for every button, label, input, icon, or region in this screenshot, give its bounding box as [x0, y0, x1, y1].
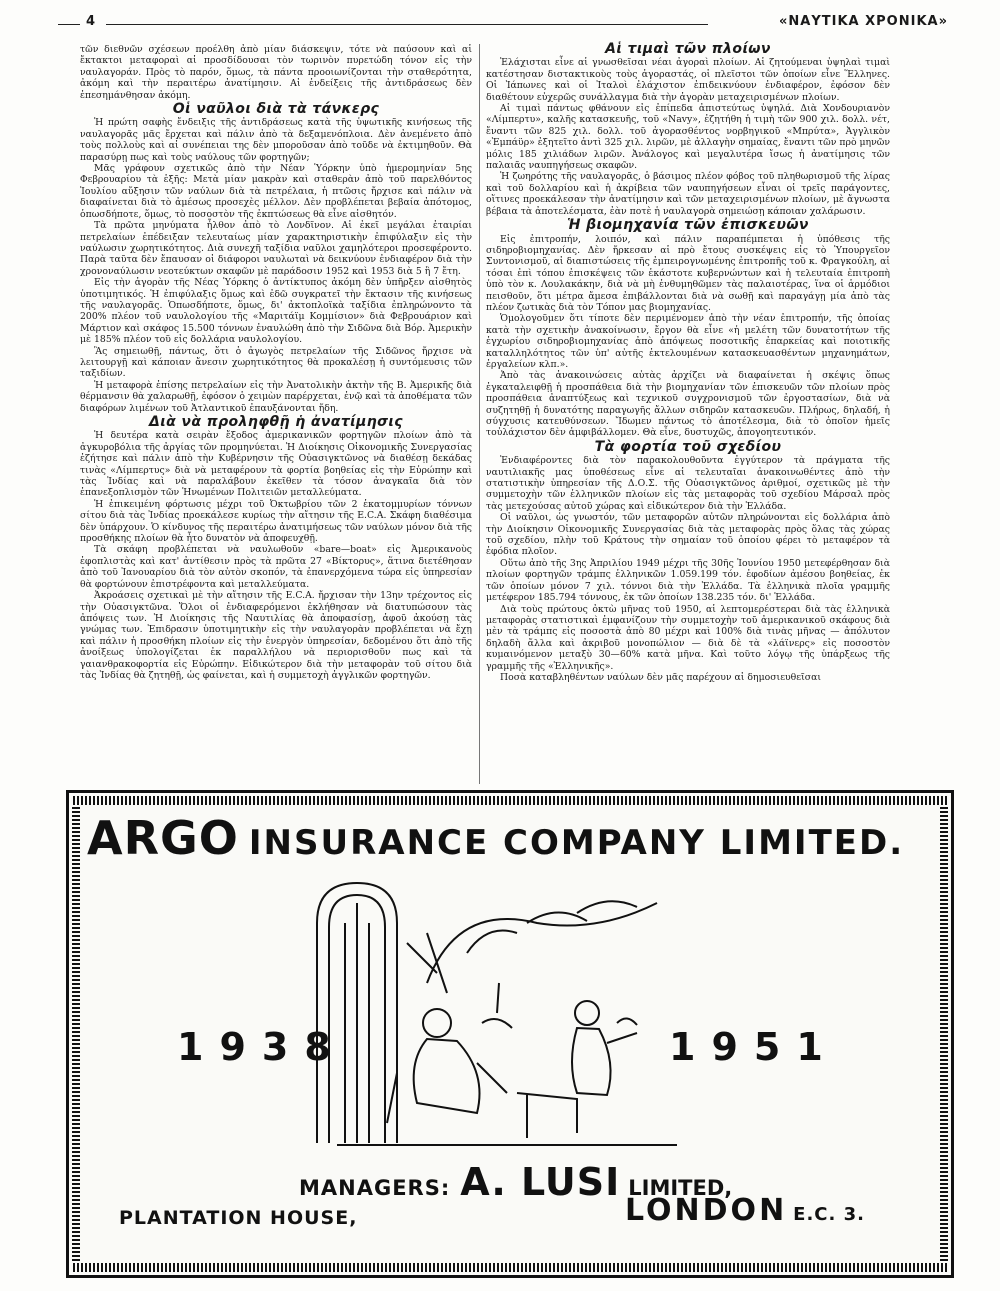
- section-heading-repair-industry: Ἡ βιομηχανία τῶν ἐπισκευῶν: [567, 217, 809, 234]
- paragraph: Αἱ τιμαὶ πάντως φθάνουν εἰς ἐπίπεδα ἀπιστεύτως ὑψηλά. Διὰ Χονδουριανὸν «Λίμπερτυ», καλῆς κατασκευῆς, τοῦ «Navy», ἐζητήθη ἡ τιμὴ τῶν 900 χιλ. δολλ. νέτ, ἔναντι τῶν 825 χιλ. δολλ. τοῦ ἀγορασθέντος νορβηγικοῦ «Μπρύτα», Ἀγγλικὸν «Ἐμπάϋρ» ἐξητεῖτο ἀντὶ 325 χιλ. λιρῶν, μὲ ἀλλαγὴν σημαίας, ἔναντι τῶν πρὸ μηνῶν μόλις 185 χιλιάδων λιρῶν. Ἀνάλογος καὶ μεγαλυτέρα ἴσως ἡ ἀνατίμησις τῶν παλαιᾶς ναυπηγήσεως σκαφῶν.: [486, 103, 890, 172]
- paragraph: Ὁμολογοῦμεν ὅτι τίποτε δὲν περιμένομεν ἀπὸ τὴν νέαν ἐπιτροπήν, τῆς ὁποίας κατὰ τὴν σχετικὴν ἀνακοίνωσιν, ἔργον θὰ εἶνε «ἡ μελέτη τῶν δυνατοτήτων τῆς ἐγχωρίου σιδηροβιομηχανίας ἀπὸ ἀπόψεως ποσοτικῆς ἐπαρκείας καὶ ποιοτικῆς καταλληλότητος τῶν ὑπ' αὐτῆς ἐκτελουμένων κατασκευασθέντων μηχανημάτων, ἐργαλείων κλπ.».: [486, 313, 890, 370]
- header-rule: [58, 24, 80, 25]
- paragraph: Ἐνδιαφέροντες διὰ τὸν παρακολουθοῦντα ἐγγύτερον τὰ πράγματα τῆς ναυτιλιακῆς μας ὑποθέσεως εἶνε αἱ τελευταῖαι ἀνακοινωθέντες ἀπὸ τὴν στατιστικὴν ὑπηρεσίαν τῆς Δ.Ο.Σ. τῆς Οὐασιγκτῶνος ἀριθμοί, σχετικῶς μὲ τὴν συμμετοχὴν τῶν ἑλληνικῶν πλοίων εἰς τὰς μεταφορὰς τοῦ σχεδίου Μάρσαλ πρὸς τὰς μετεχούσας αὐτοῦ χώρας καὶ εἰδικώτερον διὰ τὴν Ἑλλάδα.: [486, 455, 890, 512]
- intro-paragraph: τῶν διεθνῶν σχέσεων προέλθη ἀπὸ μίαν διάσκεψιν, τότε νὰ παύσουν καὶ αἱ ἔκτακτοι μεταφοραὶ αἱ προσδίδουσαι τὸν τωρινὸν πυρετώδη τόνον εἰς τὴν ναυλαγοράν. Πρὸς τὸ παρόν, ὅμως, τὰ πάντα προοιωνίζονται τὴν σταθερότητα, ἀκόμη καὶ τὴν περαιτέρω ἀνατίμησιν. Αἱ ἐνδείξεις τῆς ἀντιδράσεως δὲν ἐπεσημάνθησαν ἀκόμη.: [80, 44, 472, 101]
- column-divider: [479, 44, 480, 784]
- ad-city: [625, 1193, 865, 1228]
- classical-scene-illustration: [277, 863, 697, 1153]
- ad-company-name: [87, 811, 937, 865]
- publication-title: «ΝΑΥΤΙΚΑ ΧΡΟΝΙΚΑ»: [779, 14, 948, 29]
- managers-suffix: LIMITED,: [628, 1176, 733, 1200]
- paragraph: Οὕτω ἀπὸ τῆς 3ης Ἀπριλίου 1949 μέχρι τῆς 30ῆς Ἰουνίου 1950 μετεφέρθησαν διὰ πλοίων φορτηγῶν τράμπς ἑλληνικῶν 1.059.199 τόν. ἐφοδίων ἀμέσου βοηθείας, ἐκ τῶν ὁποίων μόνον 7 χιλ. τόννοι διὰ τὴν Ἑλλάδα. Τὰ ἑλληνικὰ πλοῖα γραμμῆς μετέφερον 185.794 τόννους, ἐκ τῶν ὁποίων 138.235 τόν. δι' Ἑλλάδα.: [486, 557, 890, 604]
- paragraph: Ἀκροάσεις σχετικαὶ μὲ τὴν αἴτησιν τῆς E.C.A. ἤρχισαν τὴν 13ην τρέχοντος εἰς τὴν Οὐασιγκτῶνα. Ὅλοι οἱ ἐνδιαφερόμενοι ἐκλήθησαν νὰ διατυπώσουν τὰς ἀπόψεις των. Ἡ Διοίκησις τῆς Ναυτιλίας θὰ ἀποφασίσῃ, ἀφοῦ ἀκούσῃ τὰς γνώμας των. Ἐπιδρασιν ὑποτιμητικὴν εἰς τὴν ναυλαγορὰν προβλέπεται νὰ ἔχῃ καὶ πάλιν ἡ προσθήκη πλοίων εἰς τὴν ἐνεργὸν ὑπηρεσίαν, δεδομένου ὅτι ἀπὸ τῆς ἀνοίξεως ὑπολογίζεται ἐκ παραλλήλου νὰ περιορισθοῦν πως καὶ τὰ γαιανθρακοφορτία εἰς Εὐρώπην. Εἰδικώτερον διὰ τὴν μεταφορὰν τοῦ σίτου διὰ τὰς Ἰνδίας θὰ ζητηθῇ, ὡς φαίνεται, καὶ ἡ συμμετοχὴ ἀγγλικῶν φορτηγῶν.: [80, 590, 472, 681]
- ad-year-founded: 1938: [177, 1025, 347, 1069]
- paragraph: Ἡ δευτέρα κατὰ σειρὰν ἔξοδος ἀμερικανικῶν φορτηγῶν πλοίων ἀπὸ τὰ ἀγκυροβόλια τῆς ἀργίας τῶν προμηνύεται. Ἡ Διοίκησις Οἰκονομικῆς Συνεργασίας ἐζήτησε καὶ πάλιν ἀπὸ τὴν Κυβέρνησιν τῆς Οὐασιγκτῶνος νὰ διαθέσῃ δεκάδας τινὰς «Λίμπερτυς» διὰ νὰ μεταφέρουν τὰ φορτία βοηθείας εἰς τὴν Εὐρώπην καὶ τὰς Ἰνδίας καὶ νὰ παραλάβουν ἐκεῖθεν τὰ τόσον ἀναγκαῖα διὰ τὸν ἐπανεξοπλισμὸν τῶν Ἡνωμένων Πολιτειῶν μεταλλεύματα.: [80, 430, 472, 499]
- ad-border: [73, 796, 947, 805]
- paragraph: Ἡ πρώτη σαφὴς ἔνδειξις τῆς ἀντιδράσεως κατὰ τῆς ὑψωτικῆς κινήσεως τῆς ναυλαγορᾶς μᾶς ἔρχεται καὶ πάλιν ἀπὸ τὰ δεξαμενόπλοια. Δὲν ἀνεμένετο ἀπὸ τοὺς πολλοὺς καὶ αἱ συνέπειαι της δὲν μποροῦσαν ἀπὸ τοῦδε νὰ ἐκτιμηθοῦν. Θὰ παρασύρῃ πως καὶ τοὺς ναύλους τῶν φορτηγῶν;: [80, 117, 472, 163]
- paragraph: Οἱ ναῦλοι, ὡς γνωστόν, τῶν μεταφορῶν αὐτῶν πληρώνονται εἰς δολλάρια ἀπὸ τὴν Διοίκησιν Οἰκονομικῆς Συνεργασίας διὰ τὰς μεταφορὰς πρὸς ὅλας τὰς χώρας τοῦ σχεδίου, πλὴν τοῦ Κράτους τὴν σημαίαν τοῦ ὁποίου φέρει τὸ μεταφέρον τὰ ἐφόδια πλοῖον.: [486, 512, 890, 558]
- ad-address: PLANTATION HOUSE,: [119, 1207, 358, 1229]
- ad-company-rest: INSURANCE COMPANY LIMITED.: [248, 823, 905, 863]
- ad-postcode: E.C. 3.: [793, 1204, 865, 1225]
- left-column: [80, 44, 472, 681]
- paragraph: Ἂς σημειωθῇ, πάντως, ὅτι ὁ ἀγωγὸς πετρελαίων τῆς Σιδῶνος ἤρχισε νὰ λειτουργῇ καὶ κάποιαν ἄνεσιν χωρητικότητος θὰ προκαλέσῃ ἡ συντόμευσις τῶν ταξιδίων.: [80, 345, 472, 380]
- right-column: [486, 41, 890, 683]
- section-heading-price-rise: Διὰ νὰ προληφθῇ ἡ ἀνατίμησις: [149, 414, 403, 430]
- paragraph: Εἰς ἐπιτροπήν, λοιπόν, καὶ πάλιν παραπέμπεται ἡ ὑπόθεσις τῆς σιδηροβιομηχανίας. Δὲν ἤρκεσαν αἱ πρὸ ἔτους συσκέψεις εἰς τὸ Ὑπουργεῖον Συντονισμοῦ, αἱ διαπιστώσεις τῆς ἐμπειρογνωμένης ἐπιτροπῆς τοῦ κ. Φραγκούλη, αἱ τόσαι ἐπὶ τόπου ἐπισκέψεις τῶν ἑκάστοτε κυβερνώντων καὶ ἡ τελευταία ἐπιτροπὴ ὑπὸ τὸν κ. Λουλακάκην, διὰ νὰ μὴ ἐνθυμηθῶμεν τὰς παλαιοτέρας, ἵνα οἱ ἁρμόδιοι πεισθοῦν, ὅτι μέτρα ἄμεσα ἐπιβάλλονται διὰ νὰ σωθῇ καὶ παραγάγῃ μία ἀπὸ τὰς πλέον ζωτικὰς διὰ τὸν Τόπον μας βιομηχανίας.: [486, 233, 890, 313]
- section-heading-tanker-freights: Οἱ ναῦλοι διὰ τὰ τάνκερς: [172, 101, 380, 118]
- paragraph: Μᾶς γράφουν σχετικῶς ἀπὸ τὴν Νέαν Ὑόρκην ὑπὸ ἡμερομηνίαν 5ης Φεβρουαρίου τὰ ἑξῆς: Μετὰ μίαν μακρὰν καὶ σταθερὰν ἀπὸ τοῦ παρελθόντος Ἰουλίου αὔξησιν τῶν ναύλων διὰ τὰ πετρέλαια, ἡ πτῶσις ἤρχισε καὶ πάλιν νὰ διαφαίνεται διὰ τὸ ἀμέσως προσεχὲς μέλλον. Δὲν προβλέπεται βεβαία ἀπότομος, ὁπωσδήποτε, ὅμως, τὸ ποσοστὸν τῆς ἐκπτώσεως θὰ εἶνε αἰσθητόν.: [80, 163, 472, 220]
- paragraph: Ἐλάχισται εἶνε αἱ γνωσθεῖσαι νέαι ἀγοραὶ πλοίων. Αἱ ζητούμεναι ὑψηλαὶ τιμαὶ κατέστησαν διστακτικοὺς τοὺς ἀγοραστάς, οἱ πλεῖστοι τῶν ὁποίων εἶνε Ἕλληνες. Οἱ Ἰάπωνες καὶ οἱ Ἰταλοὶ ἐλάχιστον ἐπιδεικνύουν ἐνδιαφέρον, ἐφόσον δὲν διαθέτουν εὐχερῶς συνάλλαγμα διὰ τὴν ἀγορὰν μεταχειρισμένων πλοίων.: [486, 57, 890, 103]
- section-heading-ship-prices: Αἱ τιμαὶ τῶν πλοίων: [605, 41, 771, 57]
- insurance-advertisement: [66, 790, 954, 1278]
- paragraph: Ἡ ζωηρότης τῆς ναυλαγορᾶς, ὁ βάσιμος πλέον φόβος τοῦ πληθωρισμοῦ τῆς λίρας καὶ τοῦ δολλαρίου καὶ ἡ ἀκρίβεια τῶν ναυπηγήσεων εἶναι οἱ τρεῖς παράγοντες, οἵτινες προεκάλεσαν τὴν ἀνατίμησιν καὶ τῶν μεταχειρισμένων πλοίων, μὲ ἄγνωστα βέβαια τὰ ἀποτελέσματα, ἐὰν ποτὲ ἡ ναυλαγορὰ σημειώσῃ κάποιαν χαλάρωσιν.: [486, 171, 890, 217]
- paragraph: Εἰς τὴν ἀγορὰν τῆς Νέας Ὑόρκης ὁ ἀντίκτυπος ἀκόμη δὲν ὑπῆρξεν αἰσθητὸς ὑποτιμητικός. Ἡ ἐπιφύλαξις ὅμως καὶ ἐδῶ συγκρατεῖ τὴν ἔκτασιν τῆς κινήσεως τῆς ναυλαγορᾶς. Ὁπωσδήποτε, ὅμως, δι' ἀκτοπλοϊκὰ ταξίδια ἐπληρώνοντο τὰ 200% πλέον τοῦ ναυλολογίου τῆς «Μαριτάϊμ Κομμίσιον» διὰ Φεβρουάριον καὶ Μάρτιον καὶ σκάφος 15.500 τόννων ἐναυλώθη ἀπὸ τὴν Σιδῶνα διὰ Βόρ. Ἀμερικὴν μὲ 185% πλέον τοῦ εἰς δολλάρια ναυλολογίου.: [80, 277, 472, 346]
- section-heading-plan-cargoes: Τὰ φορτία τοῦ σχεδίου: [594, 438, 782, 455]
- ad-city-name: LONDON: [625, 1193, 788, 1228]
- paragraph: Ἡ ἐπικειμένη φόρτωσις μέχρι τοῦ Ὀκτωβρίου τῶν 2 ἑκατομμυρίων τόννων σίτου διὰ τὰς Ἰνδίας προεκάλεσε κυρίως τὴν αἴτησιν τῆς E.C.A. Σκάφη διαθέσιμα δὲν ὑπάρχουν. Ὁ κίνδυνος τῆς περαιτέρω ἀνατιμήσεως τῶν ναύλων μόνον διὰ τῆς προσθήκης πλοίων θὰ ἦτο δυνατὸν νὰ ἀποφευχθῇ.: [80, 498, 472, 545]
- header-rule: [106, 24, 708, 25]
- page-header: [58, 14, 948, 36]
- paragraph: Τὰ πρῶτα μηνύματα ἦλθον ἀπὸ τὸ Λονδῖνον. Αἱ ἐκεῖ μεγάλαι ἑταιρίαι πετρελαίων ἐπέδειξαν τελευταίως μίαν χαρακτηριστικὴν ἐπιφύλαξιν εἰς τὴν ναύλωσιν χωρητικότητος. Διὰ συνεχῆ ταξίδια ναῦλοι χαμηλότεροι προσεφέροντο. Παρὰ ταῦτα δὲν ἔπαυσαν οἱ διάφοροι ναυλωταὶ νὰ δεικνύουν ἐνδιαφέρον διὰ τὴν χρονοναύλωσιν νεοτεύκτων σκαφῶν μὲ παράδοσιν 1952 καὶ 1953 διὰ 5 ἢ 7 ἔτη.: [80, 220, 472, 277]
- paragraph: Ἀπὸ τὰς ἀνακοινώσεις αὐτὰς ἀρχίζει νὰ διαφαίνεται ἡ σκέψις ὅπως ἐγκαταλειφθῇ ἡ προσπάθεια διὰ τὴν βιομηχανίαν τῶν ἐπισκευῶν τῶν πλοίων πρὸς προσπάθεια ἀναπτύξεως καὶ τεχνικοῦ συγχρονισμοῦ τῶν ἐργοστασίων, διὰ νὰ συζητηθῇ ἡ δυνατότης παραγωγῆς ἄλλων σιδηρῶν κατασκευῶν. Πλήρως, δηλαδή, ἡ σύγχυσις κατευθύνσεων. Ἴδωμεν πάντως τὸ ἀποτέλεσμα, διὰ τὸ ὁποῖον ἡμεῖς τοὐλάχιστον δὲν ἀμφιβάλλομεν. Θὰ εἶνε, δυστυχῶς, ἀπογοητευτικόν.: [486, 370, 890, 439]
- paragraph: Ποσὰ καταβληθέντων ναύλων δὲν μᾶς παρέχουν αἱ δημοσιευθεῖσαι: [500, 671, 821, 683]
- ad-year-current: 1951: [669, 1025, 839, 1069]
- ad-border: [940, 807, 948, 1261]
- ad-border: [73, 1263, 947, 1272]
- paragraph: Διὰ τοὺς πρώτους ὀκτὼ μῆνας τοῦ 1950, αἱ λεπτομερέστεραι διὰ τὰς ἑλληνικὰ μεταφορὰς στατιστικαὶ ἐμφανίζουν τὴν συμμετοχὴν τοῦ ἀμερικανικοῦ σκάφους διὰ μὲν τὰ τράμπς εἰς ποσοστὰ ἀπὸ 80 μέχρι καὶ 100% διὰ τινὰς μῆνας — ἀπόλυτον δηλαδὴ ἄλλα καὶ ἀκριβοῦ μονοπώλιον — διὰ δὲ τὰ «λάϊνερς» εἰς ποσοστὸν κυμαινόμενον μεταξὺ 30—60% κατὰ μῆνα. Καὶ τοῦτο λόγῳ τῆς ὑπάρξεως τῆς γραμμῆς τῆς «Ἑλληνικῆς».: [486, 603, 890, 672]
- ad-company-lead: ARGO: [87, 811, 239, 865]
- paragraph: Τὰ σκάφη προβλέπεται νὰ ναυλωθοῦν «bare—boat» εἰς Ἀμερικανοὺς ἐφοπλιστὰς καὶ κατ' ἀντίθεσιν πρὸς τὰ πρῶτα 27 «Βίκτορυς», ἅτινα διετέθησαν ἀπὸ τοῦ Ἰανουαρίου διὰ τὸν αὐτὸν σκοπόν, τὰ ἐπανερχόμενα τώρα εἰς ὑπηρεσίαν θὰ φορτώνουν ἐπιστρέφοντα καὶ μεταλλεύματα.: [80, 544, 472, 590]
- page-number: 4: [86, 14, 96, 29]
- managers-label: MANAGERS:: [299, 1176, 451, 1200]
- managers-name: A. LUSI: [460, 1160, 621, 1204]
- ad-border: [72, 807, 80, 1261]
- paragraph: Ἡ μεταφορὰ ἐπίσης πετρελαίων εἰς τὴν Ἀνατολικὴν ἀκτὴν τῆς Β. Ἀμερικῆς διὰ θέρμανσιν θὰ χαλαρωθῇ, ἐφόσον ὁ χειμὼν παρέρχεται, ἐνῷ καὶ τὰ ἀποθέματα τῶν διαφόρων λιμένων τοῦ Ἀτλαντικοῦ ἐπαυξάνονται ἤδη.: [80, 379, 472, 414]
